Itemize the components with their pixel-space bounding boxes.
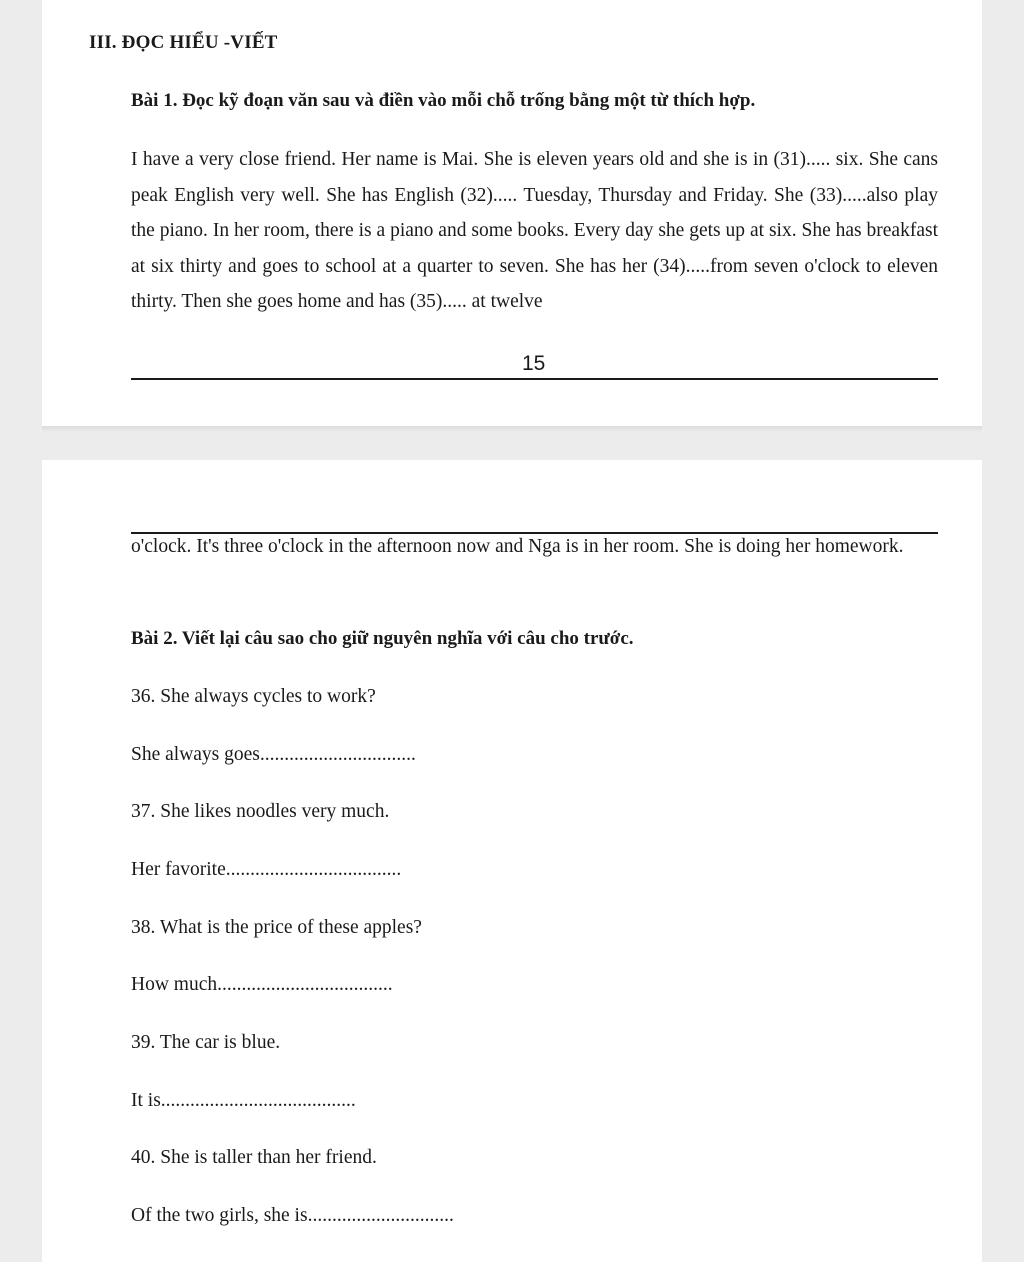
question-39: 39. The car is blue. xyxy=(131,1032,281,1053)
page-number: 15 xyxy=(522,352,546,375)
section-heading: III. ĐỌC HIỂU -VIẾT xyxy=(89,32,278,53)
answer-37: Her favorite.................................... xyxy=(131,859,402,880)
question-40: 40. She is taller than her friend. xyxy=(131,1147,377,1168)
answer-40: Of the two girls, she is.............................. xyxy=(131,1205,454,1226)
exercise-1-paragraph-continued: o'clock. It's three o'clock in the afternoon now and Nga is in her room. She is doing her homework. xyxy=(131,536,904,557)
page-separator xyxy=(42,426,982,432)
exercise-2-title: Bài 2. Viết lại câu sao cho giữ nguyên nghĩa với câu cho trước. xyxy=(131,628,634,649)
question-38: 38. What is the price of these apples? xyxy=(131,917,422,938)
answer-36: She always goes................................ xyxy=(131,744,416,765)
question-36: 36. She always cycles to work? xyxy=(131,686,376,707)
question-37: 37. She likes noodles very much. xyxy=(131,801,390,822)
exercise-1-paragraph: I have a very close friend. Her name is Mai. She is eleven years old and she is in (31)..... six. She cans peak English very well. She has English (32)..... Tuesday, Thursday and Friday. She (33).....also play the piano. In her room, there is a piano and some books. Every day she gets up at six. She has breakfast at six thirty and goes to school at a quarter to seven. She has her (34).....from seven o'clock to eleven thirty. Then she goes home and has (35)..... at twelve xyxy=(131,149,938,312)
exercise-1-title: Bài 1. Đọc kỹ đoạn văn sau và điền vào mỗi chỗ trống bằng một từ thích hợp. xyxy=(131,90,756,111)
answer-38: How much.................................... xyxy=(131,974,393,995)
answer-39: It is........................................ xyxy=(131,1090,356,1111)
footer-rule xyxy=(131,378,938,380)
